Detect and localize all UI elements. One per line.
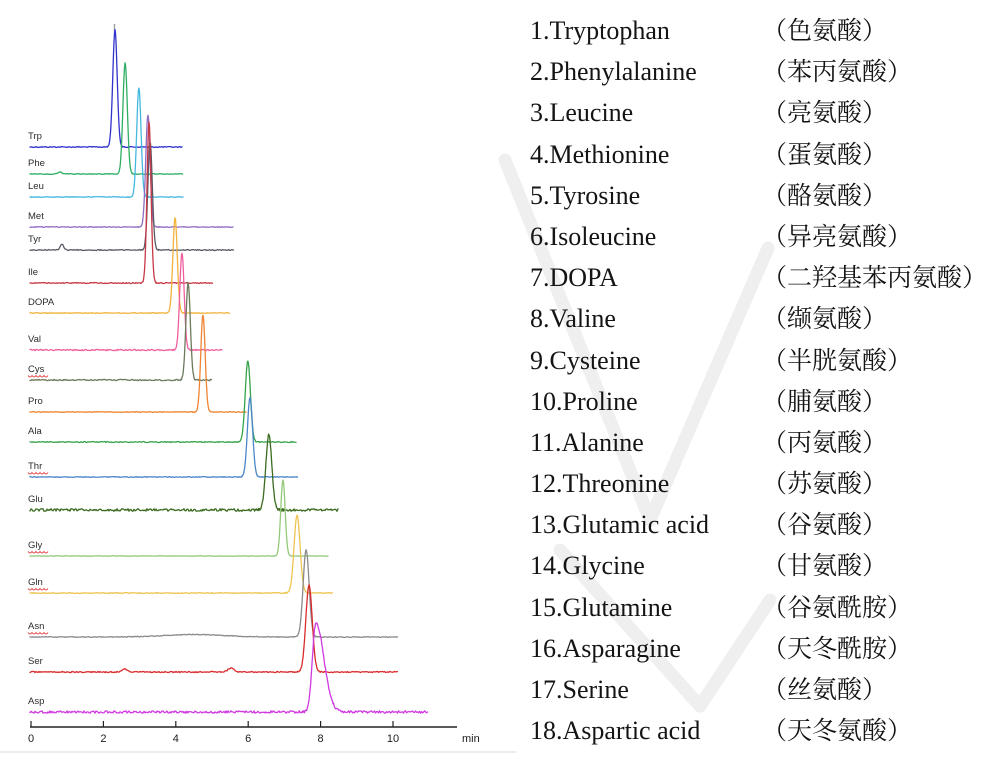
legend-row-10 <box>530 381 992 422</box>
legend-name-zh: （丝氨酸） <box>762 677 888 704</box>
legend-name-zh: （丙氨酸） <box>762 429 888 457</box>
legend-name-en: 8.Valine <box>530 304 616 334</box>
trace-ala <box>30 361 296 442</box>
legend-row-4 <box>530 134 992 175</box>
trace-label-gln: Gln <box>28 577 43 588</box>
legend-name-zh: （蛋氨酸） <box>762 141 888 169</box>
legend-name-en: 18.Aspartic acid <box>530 716 701 746</box>
legend-row-7 <box>530 257 992 298</box>
trace-glu <box>30 434 338 511</box>
legend-name-en: 3.Leucine <box>530 98 634 128</box>
legend-name-en: 11.Alanine <box>530 427 644 457</box>
trace-label-gly: Gly <box>28 540 43 551</box>
x-axis-tick-label: 10 <box>386 733 400 745</box>
trace-label-ser: Ser <box>28 656 43 667</box>
legend-row-9 <box>530 340 992 381</box>
legend-name-zh: （苯丙氨酸） <box>762 59 913 87</box>
spellcheck-squiggle <box>28 552 48 554</box>
legend-name-zh: （亮氨酸） <box>762 100 888 128</box>
legend-row-15 <box>530 587 992 628</box>
x-axis-tick-label: 8 <box>317 733 324 745</box>
legend-name-zh: （二羟基苯丙氨酸） <box>762 265 988 293</box>
trace-dopa <box>30 218 230 313</box>
trace-label-asn: Asn <box>28 621 45 632</box>
spellcheck-squiggle <box>28 633 48 635</box>
x-axis-unit-label: min <box>462 733 480 745</box>
trace-label-met: Met <box>28 211 44 222</box>
trace-label-pro: Pro <box>28 396 43 407</box>
legend-name-en: 15.Glutamine <box>530 592 673 622</box>
legend-name-zh: （苏氨酸） <box>762 471 888 499</box>
legend-row-6 <box>530 216 992 257</box>
trace-label-glu: Glu <box>28 494 43 505</box>
legend-name-en: 2.Phenylalanine <box>530 57 697 87</box>
trace-phe <box>30 63 183 175</box>
legend-name-en: 4.Methionine <box>530 139 670 169</box>
trace-val <box>30 253 222 350</box>
legend-name-en: 12.Threonine <box>530 469 670 499</box>
amino-acid-legend <box>530 10 992 751</box>
legend-name-en: 7.DOPA <box>530 263 618 293</box>
trace-leu <box>30 88 183 197</box>
legend-name-zh: （天冬酰胺） <box>762 635 913 663</box>
legend-name-en: 13.Glutamic acid <box>530 510 710 540</box>
legend-row-16 <box>530 628 992 669</box>
legend-name-zh: （半胱氨酸） <box>762 347 913 375</box>
legend-name-en: 17.Serine <box>530 675 629 704</box>
trace-label-phe: Phe <box>28 158 45 169</box>
legend-name-zh: （天冬氨酸） <box>762 718 913 746</box>
trace-gly <box>30 480 328 556</box>
legend-row-13 <box>530 504 992 545</box>
trace-label-dopa: DOPA <box>28 297 55 308</box>
legend-row-11 <box>530 422 992 463</box>
legend-row-5 <box>530 175 992 216</box>
x-axis-tick-label: 6 <box>245 733 252 745</box>
legend-name-en: 1.Tryptophan <box>530 16 670 45</box>
legend-row-1 <box>530 10 992 51</box>
legend-name-en: 16.Asparagine <box>530 633 681 663</box>
trace-label-tyr: Tyr <box>28 234 42 245</box>
legend-name-zh: （异亮氨酸） <box>762 223 913 251</box>
spellcheck-squiggle <box>28 473 48 475</box>
spellcheck-squiggle <box>28 376 48 378</box>
legend-row-3 <box>530 92 992 133</box>
trace-trp <box>30 30 182 148</box>
legend-name-zh: （甘氨酸） <box>762 553 888 581</box>
legend-row-18 <box>530 710 992 751</box>
legend-row-2 <box>530 51 992 92</box>
legend-row-14 <box>530 545 992 586</box>
legend-name-zh: （酪氨酸） <box>762 182 888 210</box>
trace-thr <box>30 398 298 478</box>
trace-ser <box>30 585 398 673</box>
legend-name-en: 5.Tyrosine <box>530 180 641 210</box>
trace-label-thr: Thr <box>28 461 43 472</box>
trace-label-val: Val <box>28 334 42 345</box>
x-axis-tick-label: 0 <box>27 733 35 745</box>
x-axis-tick-label: 4 <box>172 733 179 745</box>
legend-name-en: 10.Proline <box>530 386 638 416</box>
legend-name-zh: （色氨酸） <box>762 18 888 45</box>
legend-name-zh: （谷氨酰胺） <box>762 594 913 622</box>
legend-row-17 <box>530 669 992 710</box>
x-axis-tick-label: 2 <box>100 733 107 745</box>
trace-label-ala: Ala <box>28 426 42 437</box>
legend-row-12 <box>530 463 992 504</box>
legend-name-zh: （谷氨酸） <box>762 512 888 540</box>
trace-pro <box>30 315 246 412</box>
spellcheck-squiggle <box>28 589 48 591</box>
trace-label-leu: Leu <box>28 181 44 192</box>
legend-name-en: 9.Cysteine <box>530 345 641 375</box>
legend-name-zh: （脯氨酸） <box>762 388 888 416</box>
legend-name-zh: （缬氨酸） <box>762 306 888 334</box>
legend-row-8 <box>530 298 992 339</box>
legend-name-en: 14.Glycine <box>530 551 645 581</box>
trace-label-cys: Cys <box>28 364 45 375</box>
trace-label-ile: Ile <box>28 267 39 278</box>
trace-label-asp: Asp <box>28 696 45 707</box>
legend-name-en: 6.Isoleucine <box>530 221 657 251</box>
trace-gln <box>30 515 333 593</box>
trace-label-trp: Trp <box>28 131 42 142</box>
